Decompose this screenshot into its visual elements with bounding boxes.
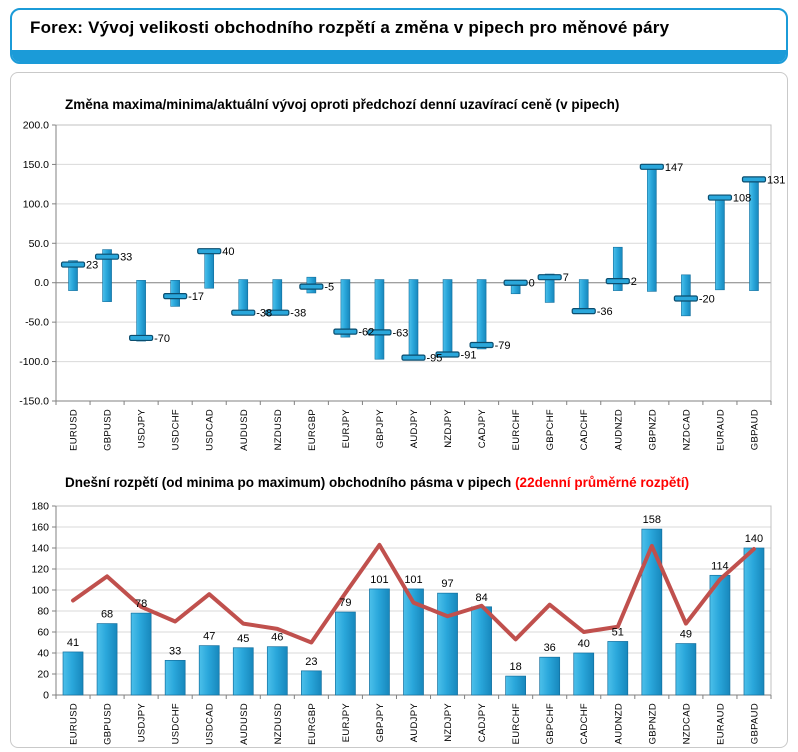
upper-chart-category-label: GBPUSD [102, 409, 114, 451]
lower-chart-title-red: (22denní průměrné rozpětí) [515, 475, 690, 490]
lower-chart-category-label: EURUSD [68, 703, 80, 745]
lower-data-label: 79 [339, 597, 352, 610]
upper-chart-ytick-label: -50.0 [25, 316, 49, 329]
upper-chart-category-label: EURJPY [340, 409, 352, 449]
upper-chart-category-label: NZDCAD [681, 409, 693, 451]
lower-data-label: 101 [404, 573, 423, 586]
lower-range-bar [744, 548, 764, 695]
upper-current-marker [742, 177, 765, 182]
lower-data-label: 51 [611, 626, 624, 639]
lower-range-bar [165, 660, 185, 695]
lower-data-label: 36 [543, 642, 556, 655]
upper-data-label: -70 [154, 332, 171, 345]
lower-chart-ytick-label: 160 [31, 521, 49, 534]
upper-data-label: 23 [86, 259, 99, 272]
lower-range-bar [97, 624, 117, 695]
upper-current-marker [198, 249, 221, 254]
lower-chart-category-label: EURAUD [715, 703, 727, 745]
lower-range-bar [199, 646, 219, 695]
lower-chart-category-label: USDCHF [170, 703, 182, 745]
upper-current-marker [300, 284, 323, 289]
upper-chart-category-label: NZDUSD [272, 409, 284, 451]
upper-chart-ytick-label: 150.0 [22, 158, 49, 171]
upper-chart-category-label: NZDJPY [443, 409, 455, 448]
header-box [10, 8, 788, 64]
upper-range-bar [681, 275, 690, 316]
upper-current-marker [402, 355, 425, 360]
upper-range-bar [443, 280, 452, 357]
upper-range-bar [205, 249, 214, 288]
upper-current-marker [470, 343, 493, 348]
upper-range-bar [715, 198, 724, 290]
lower-chart-category-label: EURCHF [511, 703, 523, 745]
lower-chart-category-label: AUDUSD [238, 703, 250, 745]
upper-data-label: -63 [392, 327, 409, 340]
upper-data-label: -79 [494, 340, 511, 353]
upper-chart-category-label: CADJPY [477, 409, 489, 449]
lower-range-bar [642, 529, 662, 695]
upper-chart-category-label: EURUSD [68, 409, 80, 451]
upper-chart-category-label: GBPCHF [545, 409, 557, 451]
lower-chart-category-label: NZDJPY [443, 703, 455, 742]
lower-range-bar [131, 613, 151, 695]
lower-data-label: 40 [577, 638, 590, 650]
lower-range-bar [574, 653, 594, 695]
lower-data-label: 101 [370, 573, 389, 586]
upper-chart-category-label: USDJPY [136, 409, 148, 449]
upper-chart-category-label: AUDUSD [238, 409, 250, 451]
upper-data-label: -91 [460, 349, 477, 362]
lower-range-bar [472, 607, 492, 695]
upper-range-bar [409, 280, 418, 360]
upper-chart-ytick-label: 200.0 [22, 119, 49, 132]
upper-data-label: -38 [290, 307, 307, 320]
upper-chart-ytick-label: 100.0 [22, 198, 49, 211]
lower-chart-category-label: CADCHF [579, 703, 591, 745]
lower-chart-category-label: AUDNZD [613, 703, 625, 745]
lower-chart-category-label: GBPAUD [749, 703, 761, 745]
upper-chart-category-label: AUDJPY [409, 409, 420, 449]
upper-chart-category-label: EURGBP [306, 409, 318, 451]
upper-data-label: -95 [426, 352, 443, 365]
lower-data-label: 45 [237, 632, 250, 645]
upper-chart-category-label: EURCHF [511, 409, 523, 451]
lower-chart-ytick-label: 120 [31, 563, 49, 576]
upper-data-label: -5 [324, 281, 335, 294]
upper-current-marker [62, 262, 85, 267]
upper-data-label: 0 [528, 277, 535, 290]
charts-canvas [11, 73, 787, 747]
upper-current-marker [96, 254, 119, 259]
lower-data-label: 49 [679, 628, 693, 641]
lower-chart-category-label: CADJPY [477, 703, 489, 743]
lower-data-label: 68 [100, 608, 114, 621]
lower-data-label: 158 [642, 514, 662, 527]
lower-chart-ytick-label: 0 [43, 689, 49, 702]
upper-current-marker [164, 294, 187, 299]
upper-current-marker [674, 296, 697, 301]
lower-range-bar [63, 652, 83, 695]
upper-current-marker [640, 164, 663, 169]
upper-chart-category-label: EURAUD [715, 409, 727, 451]
upper-chart-category-label: CADCHF [579, 409, 591, 451]
lower-range-bar [301, 671, 321, 695]
upper-chart-category-label: GBPNZD [647, 409, 659, 451]
lower-data-label: 78 [134, 598, 148, 611]
lower-range-bar [267, 647, 287, 695]
upper-data-label: -38 [256, 307, 273, 320]
upper-current-marker [334, 329, 357, 334]
upper-chart-title: Změna maxima/minima/aktuální vývoj oproti předchozí denní uzavírací ceně (v pipech) [65, 97, 620, 112]
upper-current-marker [232, 310, 255, 315]
lower-data-label: 23 [305, 655, 318, 668]
lower-range-bar [676, 644, 696, 695]
lower-chart-ytick-label: 40 [37, 647, 49, 660]
upper-range-bar [647, 167, 656, 292]
header-accent-bar [12, 50, 786, 62]
lower-chart-ytick-label: 60 [37, 626, 49, 639]
lower-range-bar [710, 575, 730, 695]
upper-current-marker [572, 309, 595, 314]
lower-chart-category-label: USDJPY [136, 703, 148, 743]
upper-current-marker [708, 195, 731, 200]
lower-chart-category-label: AUDJPY [409, 703, 420, 743]
lower-chart-ytick-label: 180 [31, 500, 49, 513]
lower-data-label: 41 [66, 636, 80, 649]
lower-chart-ytick-label: 100 [31, 584, 49, 597]
upper-current-marker [504, 280, 527, 285]
upper-range-bar [477, 280, 486, 349]
lower-chart-category-label: NZDUSD [272, 703, 284, 745]
upper-chart-ytick-label: 50.0 [28, 237, 49, 250]
upper-range-bar [375, 280, 384, 360]
lower-chart-category-label: USDCAD [204, 703, 216, 745]
upper-data-label: 40 [222, 246, 235, 259]
lower-chart-category-label: EURGBP [306, 703, 318, 745]
upper-data-label: -20 [698, 293, 715, 306]
lower-chart-category-label: GBPJPY [374, 703, 386, 743]
lower-chart-category-label: GBPNZD [647, 703, 659, 745]
page-title: Forex: Vývoj velikosti obchodního rozpětí a změna v pipech pro měnové páry [30, 18, 670, 37]
lower-chart-category-label: GBPCHF [545, 703, 557, 745]
lower-chart-category-label: NZDCAD [681, 703, 693, 745]
charts-panel [10, 72, 788, 748]
upper-data-label: 131 [766, 174, 786, 187]
lower-data-label: 46 [271, 631, 284, 644]
upper-chart-category-label: USDCHF [170, 409, 182, 451]
lower-data-label: 114 [711, 560, 729, 573]
upper-range-bar [137, 280, 146, 341]
upper-data-label: 2 [630, 276, 637, 289]
upper-current-marker [538, 275, 561, 280]
upper-chart-category-label: GBPAUD [749, 409, 761, 451]
lower-chart-title-black: Dnešní rozpětí (od minima po maximum) obchodního pásma v pipech [65, 475, 516, 490]
lower-chart-category-label: GBPUSD [102, 703, 114, 745]
lower-chart-ytick-label: 140 [31, 542, 49, 555]
lower-data-label: 18 [509, 661, 522, 674]
upper-data-label: 147 [664, 161, 684, 174]
lower-range-bar [540, 657, 560, 695]
lower-chart-ytick-label: 20 [37, 668, 49, 681]
upper-current-marker [606, 279, 629, 284]
lower-chart-category-label: EURJPY [340, 703, 352, 743]
lower-range-bar [506, 676, 526, 695]
upper-current-marker [130, 335, 153, 340]
upper-chart-ytick-label: 0.0 [34, 277, 49, 290]
lower-data-label: 84 [475, 591, 488, 604]
upper-data-label: -62 [358, 326, 375, 339]
lower-range-bar [335, 612, 355, 695]
upper-data-label: -17 [188, 291, 205, 304]
lower-range-bar [233, 648, 253, 695]
upper-range-bar [341, 280, 350, 338]
upper-chart-category-label: GBPJPY [374, 409, 386, 449]
lower-range-bar [438, 593, 458, 695]
lower-chart-ytick-label: 80 [37, 605, 49, 618]
lower-data-label: 97 [441, 578, 454, 591]
upper-data-label: -36 [596, 306, 613, 319]
upper-chart-ytick-label: -100.0 [19, 356, 49, 369]
upper-data-label: 7 [562, 272, 569, 285]
lower-chart-title [65, 475, 689, 490]
lower-range-bar [369, 589, 389, 695]
upper-chart-category-label: USDCAD [204, 409, 216, 451]
upper-data-label: 33 [120, 251, 133, 264]
lower-data-label: 140 [744, 533, 764, 545]
upper-data-label: 108 [732, 192, 752, 205]
lower-data-label: 33 [169, 645, 182, 658]
lower-range-bar [608, 641, 628, 695]
upper-chart-ytick-label: -150.0 [19, 395, 49, 408]
lower-data-label: 47 [203, 630, 216, 643]
upper-range-bar [239, 280, 248, 315]
upper-chart-category-label: AUDNZD [613, 409, 625, 451]
